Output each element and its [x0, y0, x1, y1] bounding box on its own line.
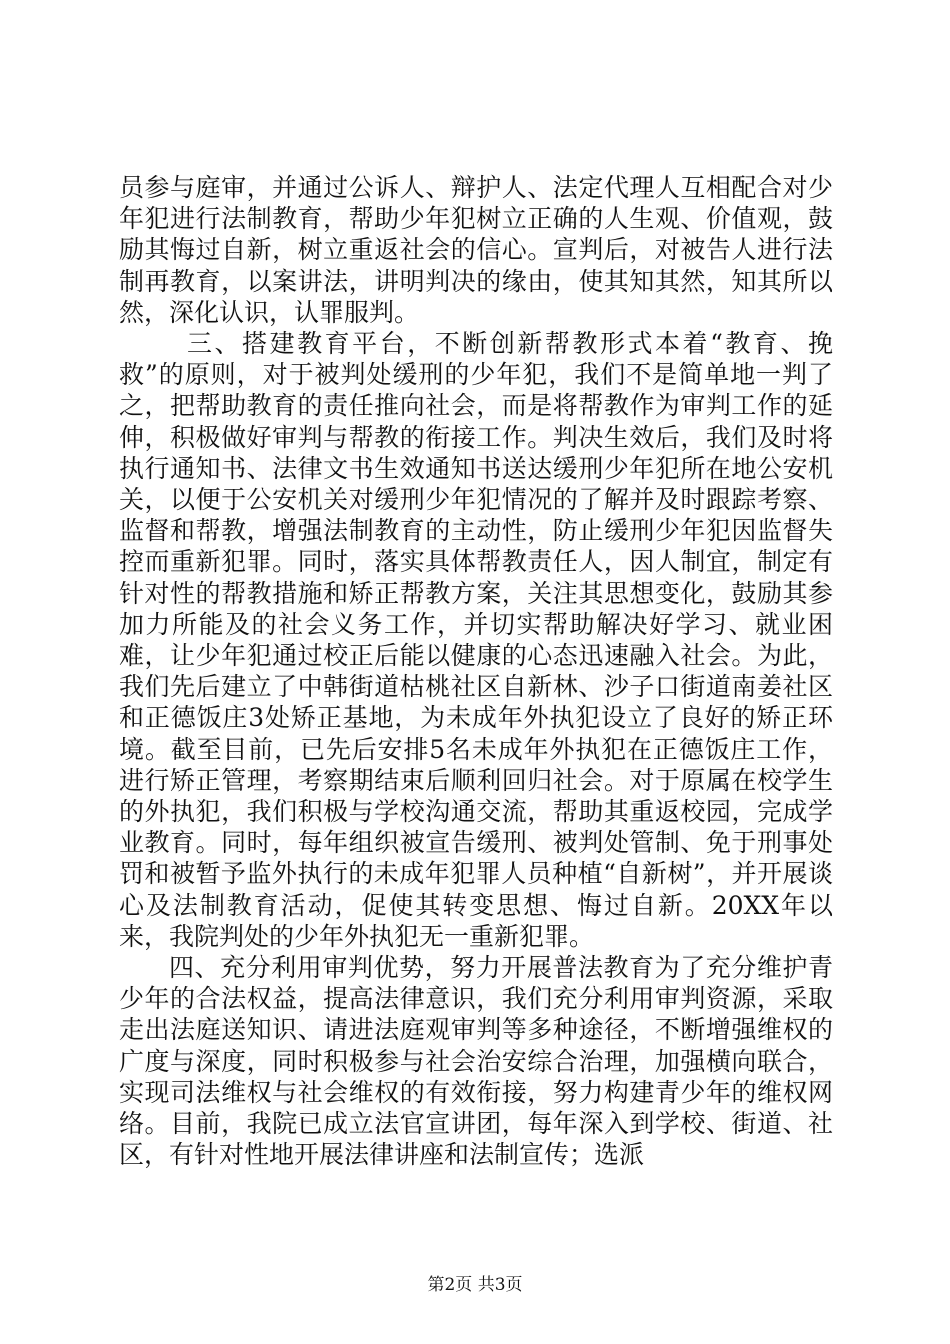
document-body — [119, 172, 833, 1171]
page-number-footer: 第2页 共3页 — [427, 1275, 523, 1295]
paragraph-section-four: 四、充分利用审判优势，努力开展普法教育为了充分维护青少年的合法权益，提高法律意识，我们充分利用审判资源，采取走出法庭送知识、请进法庭观审判等多种途径，不断增强维权的广度与深度，同时积极参与社会治安综合治理，加强横向联合，实现司法维权与社会维权的有效衔接，努力构建青少年的维权网络。目前，我院已成立法官宣讲团，每年深入到学校、街道、社区，有针对性地开展法律讲座和法制宣传；选派 — [119, 953, 833, 1170]
paragraph-section-three: 三、搭建教育平台，不断创新帮教形式本着“教育、挽救”的原则，对于被判处缓刑的少年犯，我们不是简单地一判了之，把帮助教育的责任推向社会，而是将帮教作为审判工作的延伸，积极做好审判与帮教的衔接工作。判决生效后，我们及时将执行通知书、法律文书生效通知书送达缓刑少年犯所在地公安机关，以便于公安机关对缓刑少年犯情况的了解并及时跟踪考察、监督和帮教，增强法制教育的主动性，防止缓刑少年犯因监督失控而重新犯罪。同时，落实具体帮教责任人，因人制宜，制定有针对性的帮教措施和矫正帮教方案，关注其思想变化，鼓励其参加力所能及的社会义务工作，并切实帮助解决好学习、就业困难，让少年犯通过校正后能以健康的心态迅速融入社会。为此，我们先后建立了中韩街道枯桃社区自新林、沙子口街道南姜社区和正德饭庄3处矫正基地，为未成年外执犯设立了良好的矫正环境。截至目前，已先后安排5名未成年外执犯在正德饭庄工作，进行矫正管理，考察期结束后顺利回归社会。对于原属在校学生的外执犯，我们积极与学校沟通交流，帮助其重返校园，完成学业教育。同时，每年组织被宣告缓刑、被判处管制、免于刑事处罚和被暂予监外执行的未成年犯罪人员种植“自新树”，并开展谈心及法制教育活动，促使其转变思想、悔过自新。20XX年以来，我院判处的少年外执犯无一重新犯罪。 — [119, 329, 833, 951]
paragraph-continuation: 员参与庭审，并通过公诉人、辩护人、法定代理人互相配合对少年犯进行法制教育，帮助少年犯树立正确的人生观、价值观，鼓励其悔过自新，树立重返社会的信心。宣判后，对被告人进行法制再教育，以案讲法，讲明判决的缘由，使其知其然，知其所以然，深化认识，认罪服判。 — [119, 173, 833, 327]
